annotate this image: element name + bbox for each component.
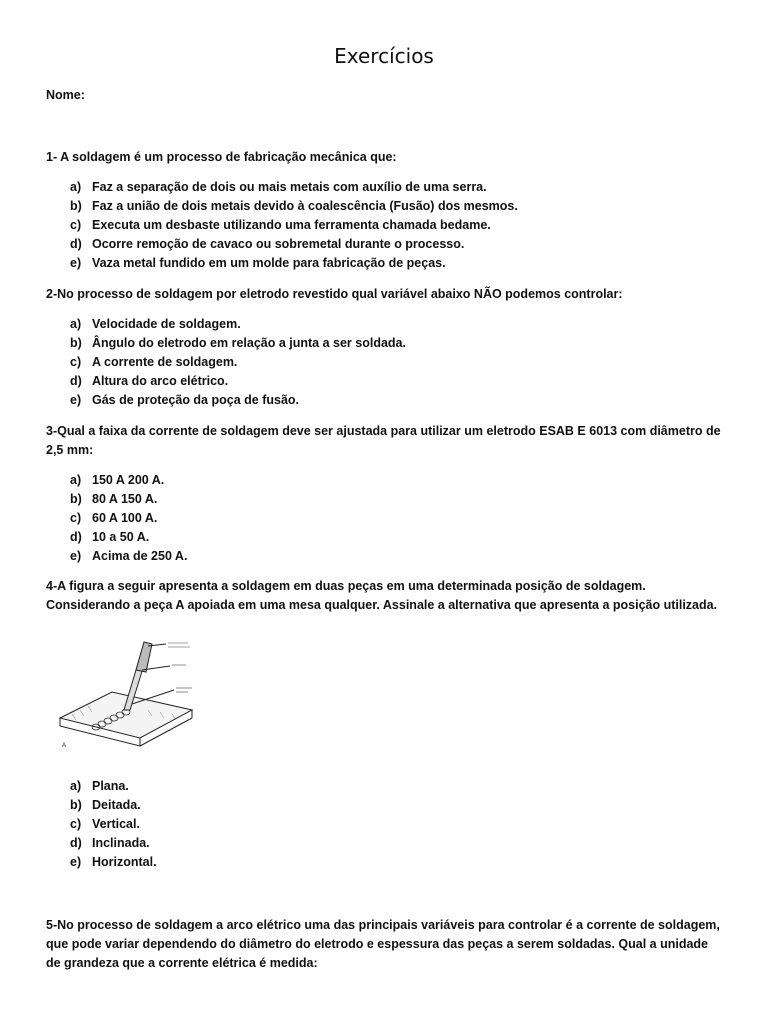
option-text: Horizontal. <box>92 855 157 869</box>
option-text: 60 A 100 A. <box>92 511 158 525</box>
list-item <box>70 216 518 235</box>
list-item <box>70 178 518 197</box>
option-letter: e) <box>70 393 82 407</box>
option-text: 10 a 50 A. <box>92 530 150 544</box>
question-2-options <box>70 315 406 410</box>
option-letter: b) <box>70 199 82 213</box>
option-text: Altura do arco elétrico. <box>92 374 229 388</box>
option-text: Vaza metal fundido em um molde para fabricação de peças. <box>92 256 446 270</box>
option-letter: a) <box>70 317 82 331</box>
list-item <box>70 372 406 391</box>
option-text: Deitada. <box>92 798 141 812</box>
question-4-options <box>70 777 157 872</box>
list-item <box>70 315 406 334</box>
option-letter: d) <box>70 530 82 544</box>
list-item <box>70 353 406 372</box>
option-letter: c) <box>70 817 82 831</box>
option-letter: e) <box>70 256 82 270</box>
option-text: Faz a união de dois metais devido à coalescência (Fusão) dos mesmos. <box>92 199 518 213</box>
list-item <box>70 471 187 490</box>
option-text: 150 A 200 A. <box>92 473 165 487</box>
list-item <box>70 547 187 566</box>
option-letter: a) <box>70 180 82 194</box>
option-text: Ocorre remoção de cavaco ou sobremetal durante o processo. <box>92 237 465 251</box>
option-letter: b) <box>70 798 82 812</box>
option-letter: e) <box>70 549 82 563</box>
list-item <box>70 834 157 853</box>
list-item <box>70 509 187 528</box>
list-item <box>70 490 187 509</box>
option-letter: c) <box>70 218 82 232</box>
option-text: Executa um desbaste utilizando uma ferramenta chamada bedame. <box>92 218 491 232</box>
question-1-options <box>70 178 518 273</box>
list-item <box>70 334 406 353</box>
option-letter: d) <box>70 374 82 388</box>
figure-label: A <box>62 743 67 749</box>
option-text: Velocidade de soldagem. <box>92 317 241 331</box>
option-text: Ângulo do eletrodo em relação a junta a ser soldada. <box>92 336 406 350</box>
list-item <box>70 197 518 216</box>
list-item <box>70 528 187 547</box>
option-letter: a) <box>70 473 82 487</box>
option-letter: a) <box>70 779 82 793</box>
option-text: Inclinada. <box>92 836 150 850</box>
page-title: Exercícios <box>334 44 434 68</box>
question-3: 3-Qual a faixa da corrente de soldagem deve ser ajustada para utilizar um eletrodo ESAB E 6013 com diâmetro de 2,5 mm: <box>46 424 721 457</box>
option-letter: b) <box>70 336 82 350</box>
option-letter: e) <box>70 855 82 869</box>
list-item <box>70 777 157 796</box>
welding-figure <box>52 640 202 752</box>
name-label: Nome: <box>46 88 85 102</box>
option-text: Plana. <box>92 779 129 793</box>
list-item <box>70 853 157 872</box>
question-3-options <box>70 471 187 566</box>
option-text: Acima de 250 A. <box>92 549 188 563</box>
list-item <box>70 235 518 254</box>
list-item <box>70 796 157 815</box>
option-letter: d) <box>70 836 82 850</box>
option-letter: d) <box>70 237 82 251</box>
list-item <box>70 254 518 273</box>
option-text: Vertical. <box>92 817 140 831</box>
list-item <box>70 815 157 834</box>
option-letter: b) <box>70 492 82 506</box>
option-letter: c) <box>70 355 82 369</box>
option-letter: c) <box>70 511 82 525</box>
list-item <box>70 391 406 410</box>
question-5: 5-No processo de soldagem a arco elétrico uma das principais variáveis para controlar é a corrente de soldagem, que pode variar dependendo do diâmetro do eletrodo e espessura das peças a serem soldadas. Qual a unidade de grandeza que a corrente elétrica é medida: <box>46 918 720 970</box>
question-2: 2-No processo de soldagem por eletrodo revestido qual variável abaixo NÃO podemos controlar: <box>46 287 623 301</box>
question-1: 1- A soldagem é um processo de fabricação mecânica que: <box>46 150 397 164</box>
option-text: 80 A 150 A. <box>92 492 158 506</box>
option-text: Gás de proteção da poça de fusão. <box>92 393 300 407</box>
question-4: 4-A figura a seguir apresenta a soldagem em duas peças em uma determinada posição de soldagem. Considerando a peça A apoiada em uma mesa qualquer. Assinale a alternativa que apresenta a posição utilizada. <box>46 579 718 612</box>
option-text: Faz a separação de dois ou mais metais com auxílio de uma serra. <box>92 180 487 194</box>
option-text: A corrente de soldagem. <box>92 355 238 369</box>
